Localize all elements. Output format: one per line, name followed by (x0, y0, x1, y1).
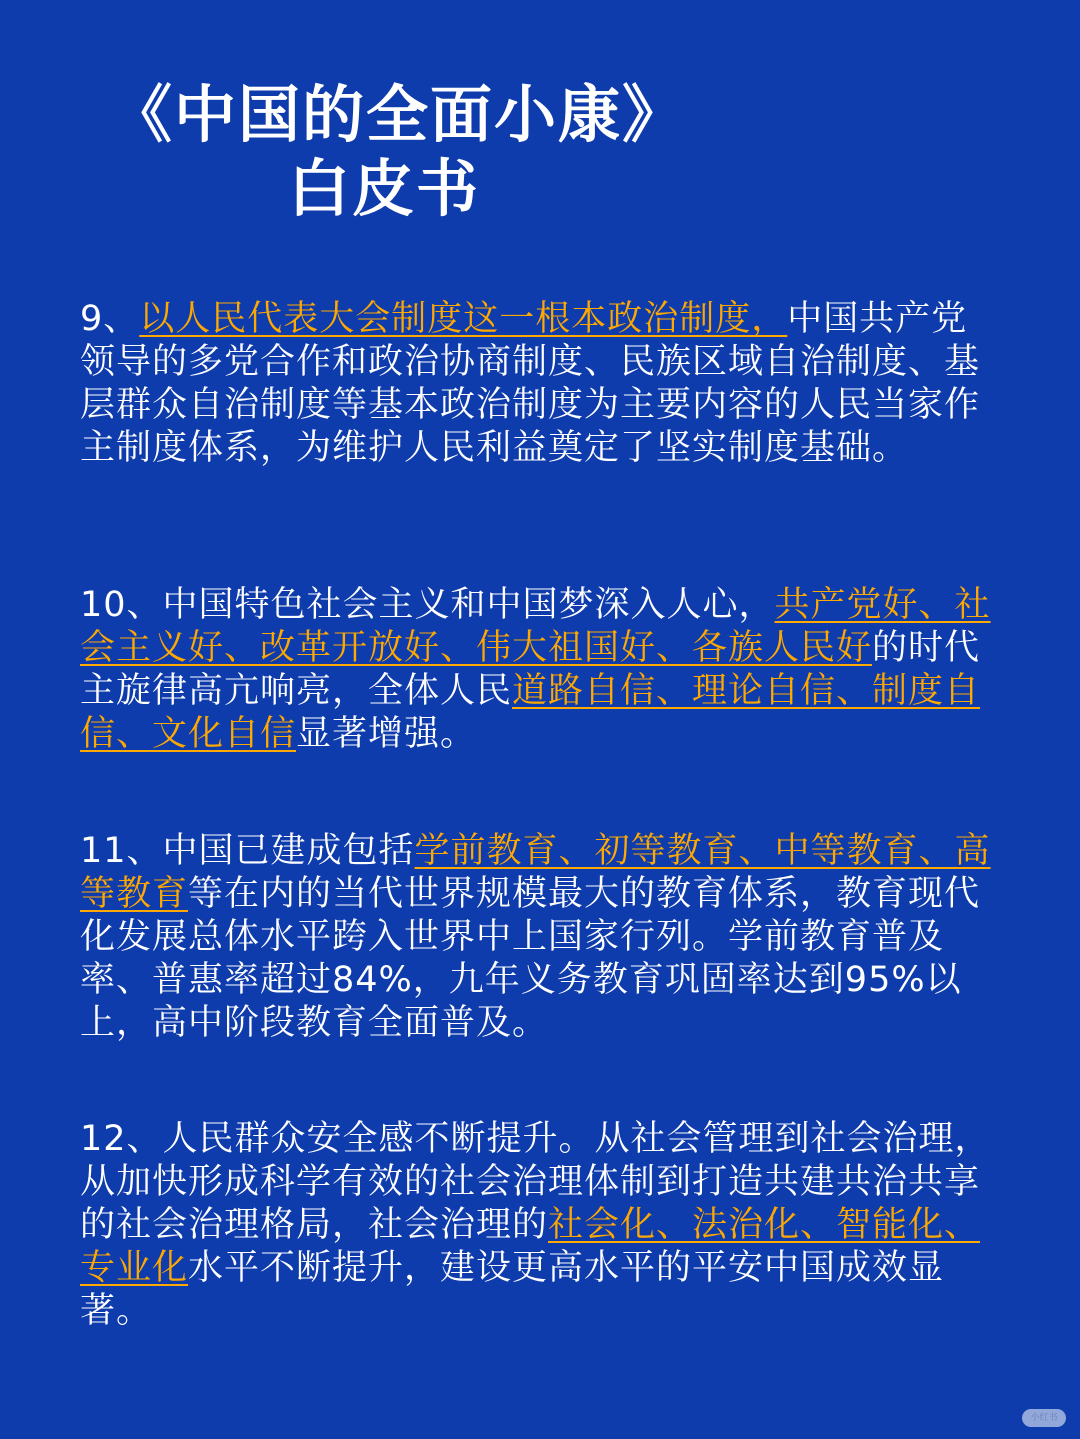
text-segment: 12、人民群众安全感不断提升。从社会管理到社会治理，从加快形成科学有效的社会治理体制到打造共建共治共享的社会治理格局，社会治理的 (80, 1119, 991, 1245)
highlighted-text: 以人民代表大会制度这一根本政治制度， (139, 299, 788, 339)
highlighted-text: 道路自信、理论自信、制度自信、文化自信 (80, 671, 981, 754)
watermark-logo: 小红书 (1022, 1409, 1066, 1427)
paragraph-9 (80, 298, 995, 470)
title-line-1: 《中国的全面小康》 (110, 78, 687, 151)
text-segment: 中国共产党领导的多党合作和政治协商制度、民族区域自治制度、基层群众自治制度等基本政治制度为主要内容的人民当家作主制度体系，为维护人民利益奠定了坚实制度基础。 (80, 299, 981, 468)
text-segment: 9、 (80, 299, 140, 339)
text-segment: 显著增强。 (296, 714, 477, 754)
title-line-2: 白皮书 (288, 152, 481, 225)
text-segment: 10、中国特色社会主义和中国梦深入人心， (80, 585, 775, 625)
paragraph-12 (80, 1118, 995, 1333)
text-segment: 的时代主旋律高亢响亮，全体人民 (80, 628, 981, 711)
paragraph-10 (80, 584, 995, 756)
highlighted-text: 共产党好、社会主义好、改革开放好、伟大祖国好、各族人民好 (80, 585, 991, 668)
page-title (110, 78, 687, 226)
text-segment: 水平不断提升，建设更高水平的平安中国成效显著。 (80, 1248, 945, 1331)
text-segment: 等在内的当代世界规模最大的教育体系，教育现代化发展总体水平跨入世界中上国家行列。学前教育普及率、普惠率超过84%，九年义务教育巩固率达到95%以上，高中阶段教育全面普及。 (80, 874, 981, 1043)
text-segment: 11、中国已建成包括 (80, 831, 415, 871)
highlighted-text: 学前教育、初等教育、中等教育、高等教育 (80, 831, 991, 914)
paragraph-11 (80, 830, 995, 1045)
highlighted-text: 社会化、法治化、智能化、专业化 (80, 1205, 981, 1288)
